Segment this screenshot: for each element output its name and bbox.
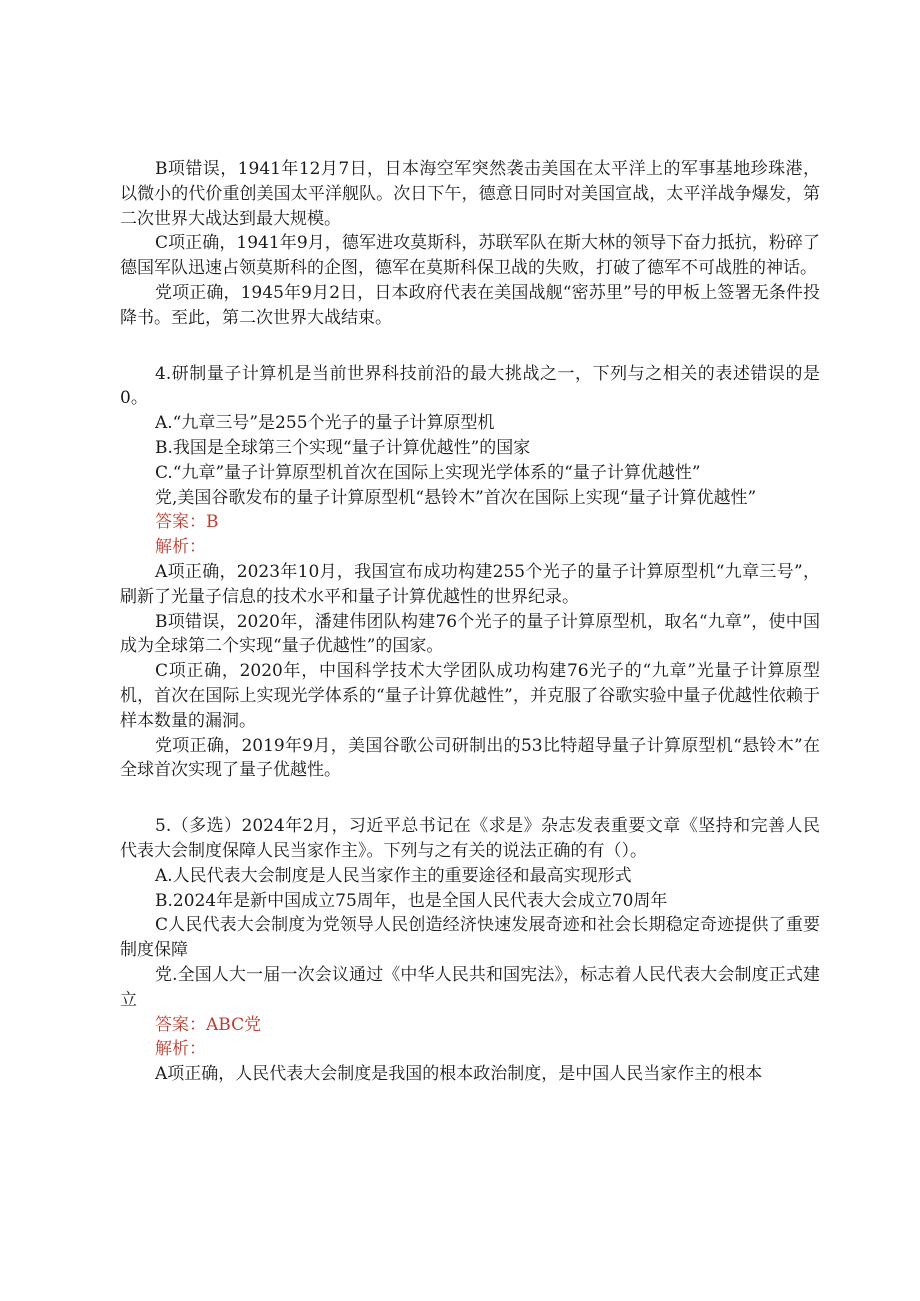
q3-analysis-c: C项正确，1941年9月，德军进攻莫斯科，苏联军队在斯大林的领导下奋力抵抗，粉碎了德国军队迅速占领莫斯科的企图，德军在莫斯科保卫战的失败，打破了德军不可战胜的神话。 [120, 233, 820, 279]
q3-analysis-d: 党项正确，1945年9月2日，日本政府代表在美国战舰“密苏里”号的甲板上签署无条件投降书。至此，第二次世界大战结束。 [120, 282, 820, 328]
q4-option-b: B.我国是全球第三个实现“量子计算优越性”的国家 [155, 437, 531, 458]
q5-option-d: 党.全国人大一届一次会议通过《中华人民共和国宪法》，标志着人民代表大会制度正式建立 [120, 964, 820, 1010]
q4-analysis-b: B项错误，2020年，潘建伟团队构建76个光子的量子计算原型机，取名“九章”，使中国成为全球第二个实现“量子优越性”的国家。 [120, 611, 820, 657]
q5-option-b: B.2024年是新中国成立75周年，也是全国人民代表大会成立70周年 [155, 890, 668, 911]
q5-answer: 答案：ABC党 [155, 1014, 262, 1035]
q4-analysis-label: 解析： [155, 537, 206, 558]
q5-option-c: C人民代表大会制度为党领导人民创造经济快速发展奇迹和社会长期稳定奇迹提供了重要制度保障 [120, 915, 820, 961]
q3-analysis-b: B项错误，1941年12月7日，日本海空军突然袭击美国在太平洋上的军事基地珍珠港，以微小的代价重创美国太平洋舰队。次日下午，德意日同时对美国宣战，太平洋战争爆发，第二次世界大战达到最大规模。 [120, 159, 820, 229]
q4-stem: 4.研制量子计算机是当前世界科技前沿的最大挑战之一，下列与之相关的表述错误的是0。 [120, 363, 820, 409]
q4-analysis-c: C项正确，2020年，中国科学技术大学团队成功构建76光子的“九章”光量子计算原型机，首次在国际上实现光学体系的“量子计算优越性”，并克服了谷歌实验中量子优越性依赖于样本数量的漏洞。 [120, 661, 820, 731]
q4-option-a: A.“九章三号”是255个光子的量子计算原型机 [155, 413, 495, 434]
q4-analysis-a: A项正确，2023年10月，我国宣布成功构建255个光子的量子计算原型机“九章三号”，刷新了光量子信息的技术水平和量子计算优越性的世界纪录。 [120, 561, 820, 607]
q5-analysis-a: A项正确，人民代表大会制度是我国的根本政治制度，是中国人民当家作主的根本 [155, 1064, 763, 1085]
q5-stem: 5.（多选）2024年2月，习近平总书记在《求是》杂志发表重要文章《坚持和完善人民代表大会制度保障人民当家作主》。下列与之有关的说法正确的有（）。 [120, 816, 820, 861]
document-page [120, 157, 820, 1087]
q4-option-c: C.“九章”量子计算原型机首次在国际上实现光学体系的“量子计算优越性” [155, 462, 701, 483]
q4-option-d: 党,美国谷歌发布的量子计算原型机“悬铃木”首次在国际上实现“量子计算优越性” [155, 487, 757, 508]
q4-analysis-d: 党项正确，2019年9月，美国谷歌公司研制出的53比特超导量子计算原型机“悬铃木”在全球首次实现了量子优越性。 [120, 735, 820, 781]
q5-analysis-label: 解析： [155, 1039, 206, 1060]
q4-answer: 答案：B [155, 512, 219, 533]
q5-option-a: A.人民代表大会制度是人民当家作主的重要途径和最高实现形式 [155, 865, 632, 886]
